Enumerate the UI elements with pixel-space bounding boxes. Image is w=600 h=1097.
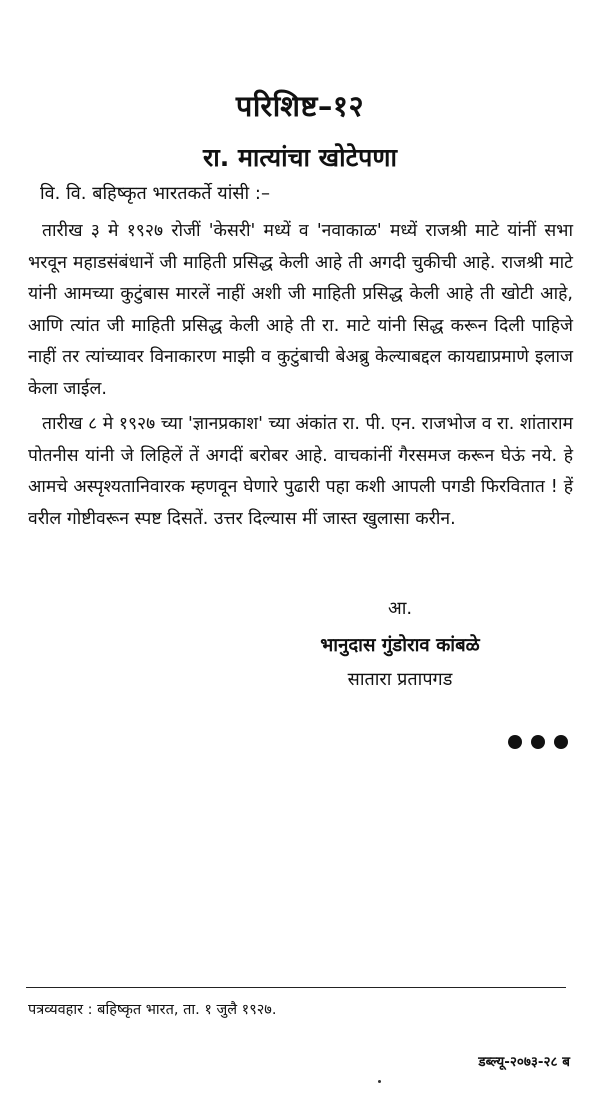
signature-greeting: आ.	[387, 598, 413, 619]
ornament-dot	[531, 735, 545, 749]
page-code: डब्ल्यू-२०७३-२८ ब	[478, 1054, 570, 1070]
ornament-dot	[508, 735, 522, 749]
salutation: वि. वि. बहिष्कृत भारतकर्ते यांसी :–	[40, 183, 270, 204]
document-title: रा. मात्यांचा खोटेपणा	[203, 143, 397, 172]
print-speck	[378, 1080, 381, 1083]
paragraph-2: तारीख ८ मे १९२७ च्या 'ज्ञानप्रकाश' च्या अंकांत रा. पी. एन. राजभोज व रा. शांताराम पोतनीस यांनी जे लिहिलें तें अगदीं बरोबर आहे. वाचकांनीं गैरसमज करून घेऊं नये. हे आमचे अस्पृश्यतानिवारक म्हणवून घेणारे पुढारी पहा कशी आपली पगडी फिरवितात ! हें वरील गोष्टीवरून स्पष्ट दिसतें. उत्तर दिल्यास मीं जास्त खुलासा करीन.	[28, 414, 573, 529]
paragraph-1: तारीख ३ मे १९२७ रोजीं 'केसरी' मध्यें व 'नवाकाळ' मध्यें राजश्री माटे यांनीं सभा भरवून महाडसंबंधानें जी माहिती प्रसिद्ध केली आहे ती अगदी चुकीची आहे. राजश्री माटे यांनी आमच्या कुटुंबास मारलें नाहीं अशी जी माहिती प्रसिद्ध केली आहे ती खोटी आहे, आणि त्यांत जी माहिती प्रसिद्ध केली आहे ती रा. माटे यांनी सिद्ध करून दिली पाहिजे नाहीं तर त्यांच्यावर विनाकारण माझी व कुटुंबाची बेअब्रु केल्याबद्दल कायद्याप्रमाणे इलाज केला जाईल.	[28, 221, 573, 399]
signature-place: सातारा प्रतापगड	[347, 669, 453, 690]
appendix-title: परिशिष्ट–१२	[235, 89, 365, 123]
footnote: पत्रव्यवहार : बहिष्कृत भारत, ता. १ जुलै १९२७.	[28, 1002, 277, 1018]
end-ornament	[508, 735, 568, 749]
ornament-dot	[554, 735, 568, 749]
footnote-divider	[26, 987, 566, 988]
signature-name: भानुदास गुंडोराव कांबळे	[320, 635, 480, 656]
